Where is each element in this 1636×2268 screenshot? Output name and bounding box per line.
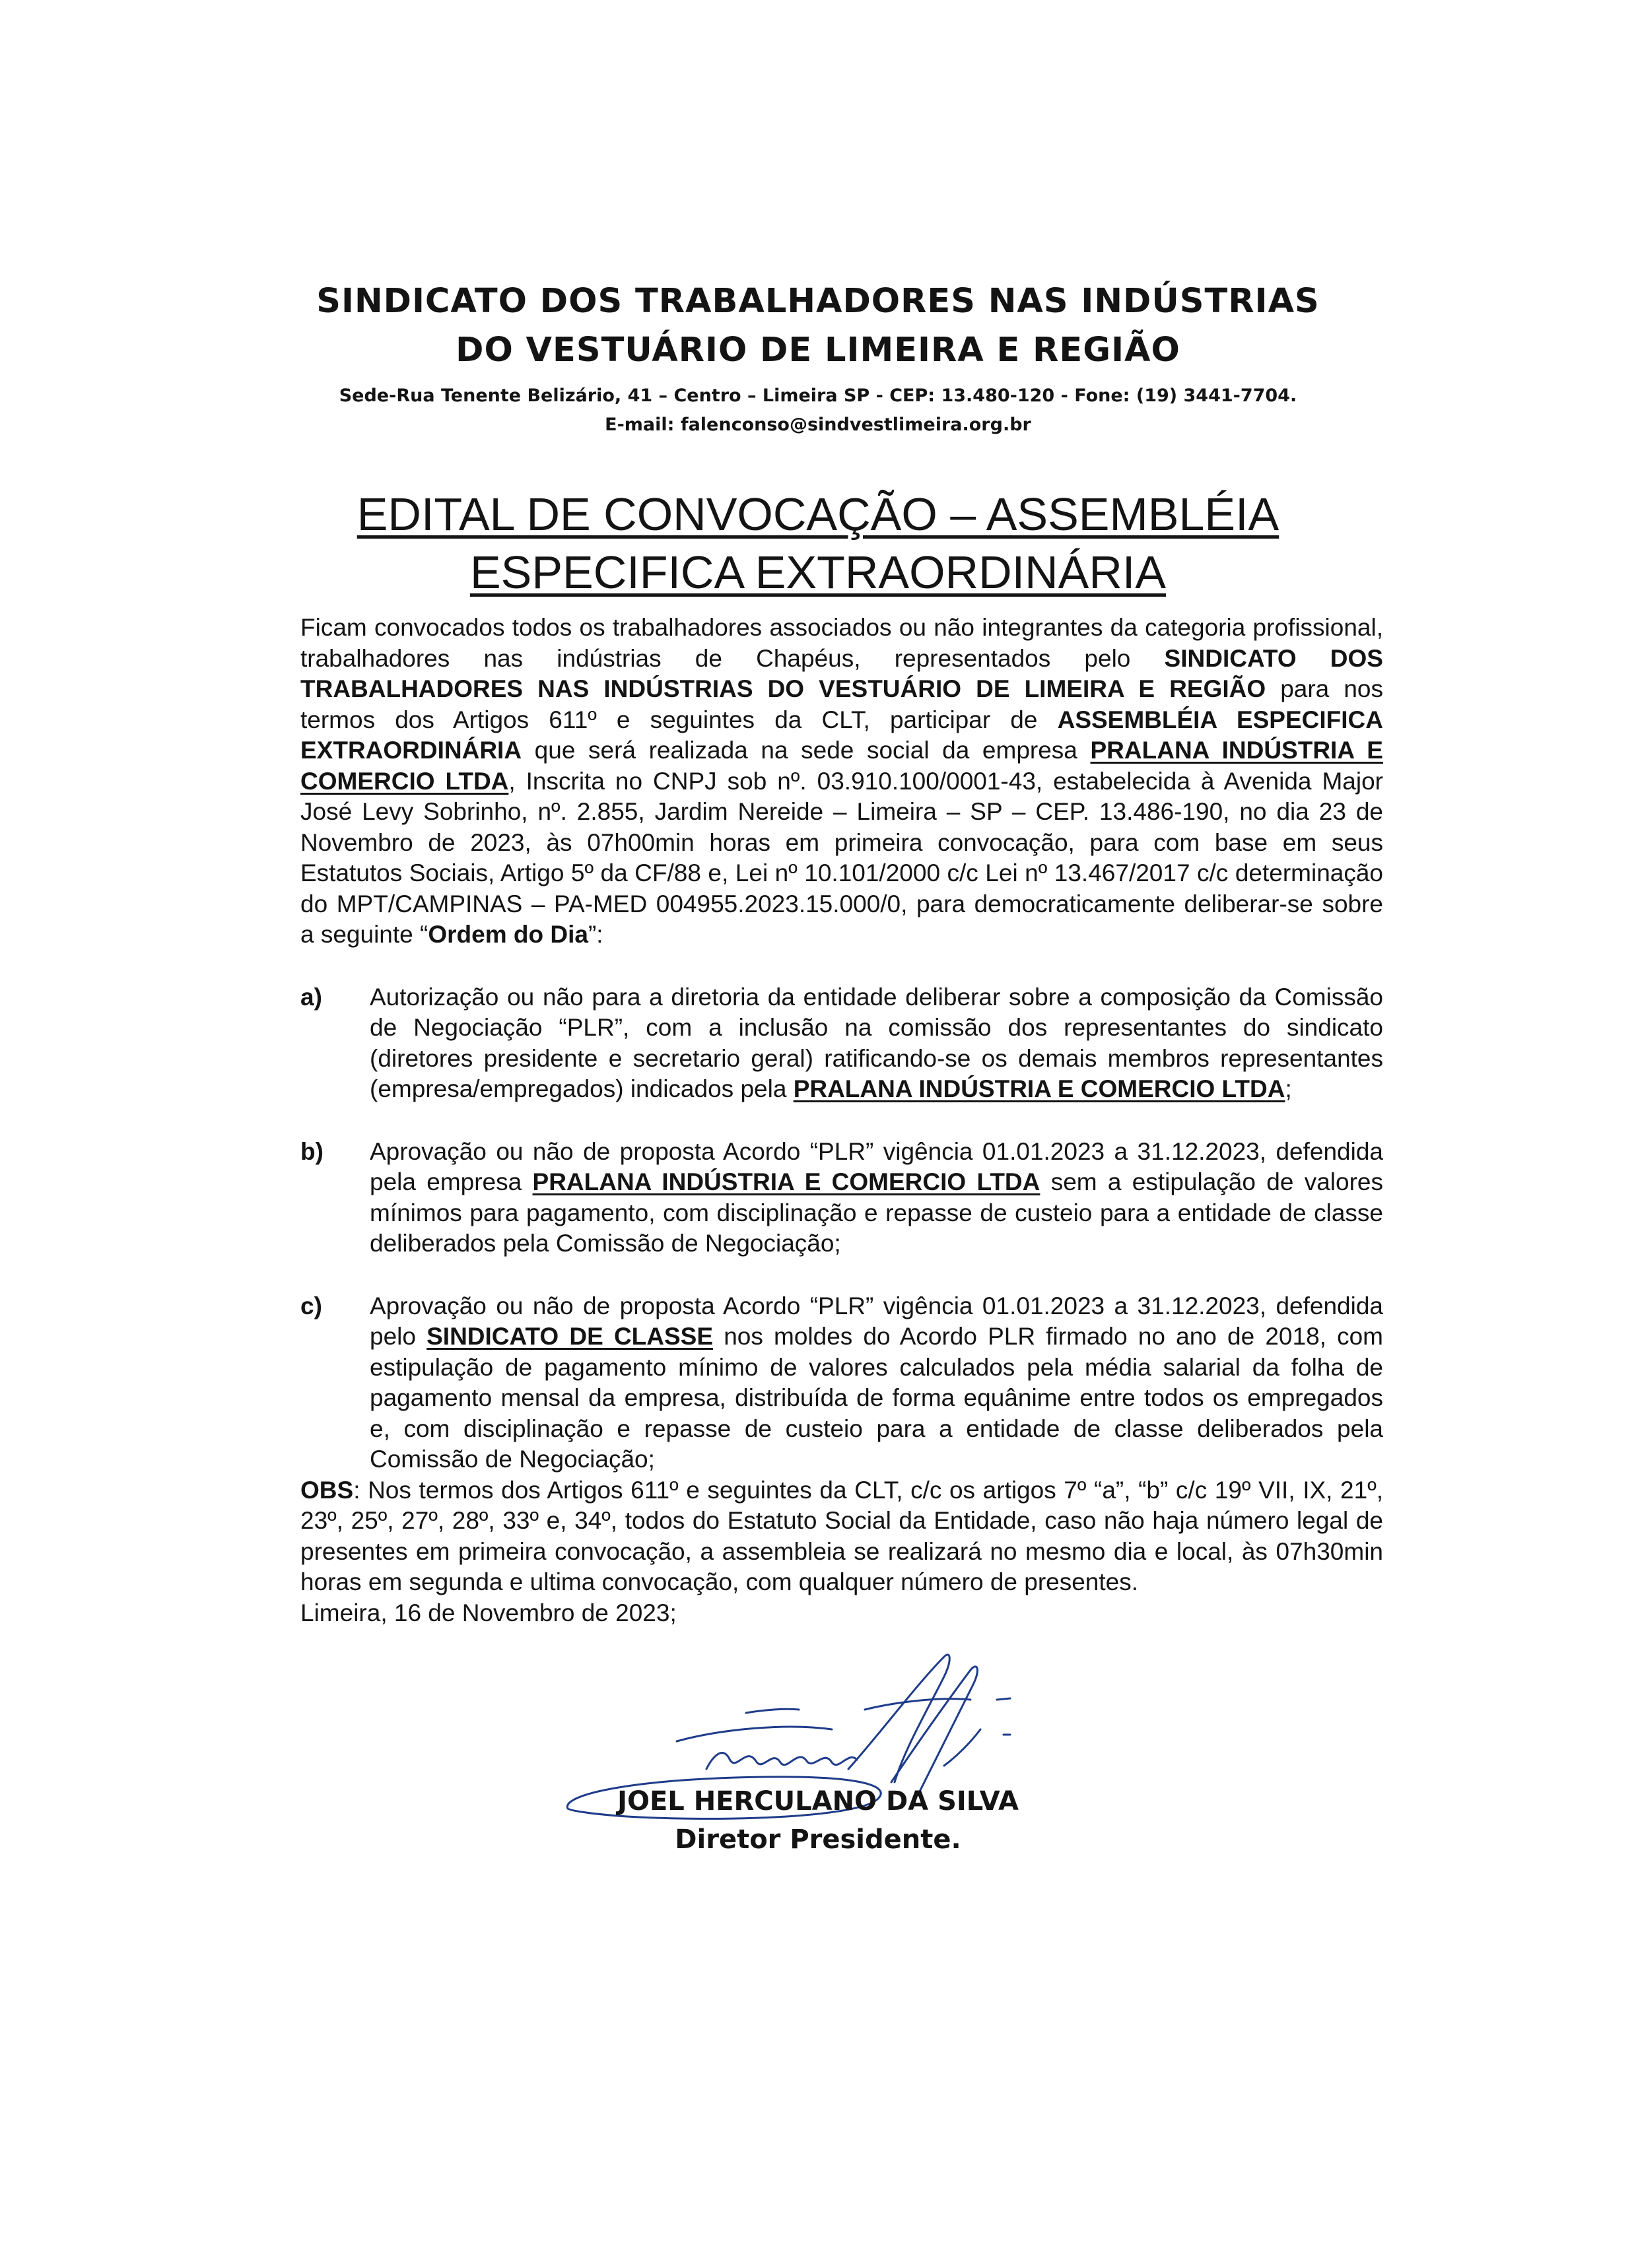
agenda-item-text: Aprovação ou não de proposta Acordo “PLR” vigência 01.01.2023 a 31.12.2023, defendida pela empresa [370,1137,1383,1195]
intro-text-3: que será realizada na sede social da empresa [522,737,1091,764]
agenda-item-label: b) [300,1137,324,1165]
place-and-date: Limeira, 16 de Novembro de 2023; [300,1599,677,1626]
agenda-item-text-end: ; [1285,1075,1292,1102]
intro-text-1: Ficam convocados todos os trabalhadores associados ou não integrantes da categoria profissional, trabalhadores nas indústrias de Chapéus, representados pelo [300,614,1383,672]
agenda-item-text: Aprovação ou não de proposta Acordo “PLR” vigência 01.01.2023 a 31.12.2023, defendida pelo [370,1292,1383,1350]
intro-assembly-type: ASSEMBLÉIA ESPECIFICA EXTRAORDINÁRIA [300,706,1383,764]
intro-text-2: para nos termos dos Artigos 611º e seguintes da CLT, participar de [300,675,1383,733]
letterhead [0,277,1636,440]
agenda-item-company: PRALANA INDÚSTRIA E COMERCIO LTDA [793,1075,1285,1102]
agenda-item-label: a) [300,983,322,1011]
agenda-item-label: c) [300,1292,322,1319]
intro-agenda-label: Ordem do Dia [428,921,588,948]
signatory-role: Diretor Presidente. [675,1824,961,1855]
observation-text: : Nos termos dos Artigos 611º e seguintes da CLT, c/c os artigos 7º “a”, “b” c/c 19º VII, IX, 21º, 23º, 25º, 27º, 28º, 33º e, 34º, todos do Estatuto Social da Entidade, caso não haja número legal de presentes em primeira convocação, a assembleia se realizará no mesmo dia e local, às 07h30min horas em segunda e ultima convocação, com qualquer número de presentes. [300,1476,1383,1595]
agenda-item-text: Autorização ou não para a diretoria da entidade deliberar sobre a composição da Comissão de Negociação “PLR”, com a inclusão na comissão dos representantes do sindicato (diretores presidente e secretario geral) ratificando-se os demais membros representantes (empresa/empregados) indicados pela [370,983,1383,1102]
agenda-item-a [300,982,1383,1105]
intro-text-5: ”: [588,921,603,948]
observation-paragraph [300,1475,1383,1598]
agenda-item-c [300,1291,1383,1475]
agenda-item-text-end: sem a estipulação de valores mínimos para pagamento, com disciplinação e repasse de custeio para a entidade de classe deliberados pela Comissão de Negociação; [370,1168,1383,1257]
document-body [300,613,1383,1628]
intro-union-name: SINDICATO DOS TRABALHADORES NAS INDÚSTRIAS DO VESTUÁRIO DE LIMEIRA E REGIÃO [300,644,1383,702]
agenda-item-company: PRALANA INDÚSTRIA E COMERCIO LTDA [532,1168,1040,1195]
organization-address: Sede-Rua Tenente Belizário, 41 – Centro – Limeira SP - CEP: 13.480-120 - Fone: (19) 3441-7704. [339,385,1297,406]
document-title [0,485,1636,601]
intro-text-4: , Inscrita no CNPJ sob nº. 03.910.100/0001-43, estabelecida à Avenida Major José Levy Sobrinho, nº. 2.855, Jardim Nereide – Limeira – SP – CEP. 13.486-190, no dia 23 de Novembro de 2023, às 07h00min horas em primeira convocação, para com base em seus Estatutos Sociais, Artigo 5º da CF/88 e, Lei nº 10.101/2000 c/c Lei nº 13.467/2017 c/c determinação do MPT/CAMPINAS – PA-MED 004955.2023.15.000/0, para democraticamente deliberar-se sobre a seguinte “ [300,767,1383,948]
title-line1: EDITAL DE CONVOCAÇÃO – ASSEMBLÉIA [357,488,1279,540]
agenda-item-text-end: nos moldes do Acordo PLR firmado no ano de 2018, com estipulação de pagamento mínimo de valores calculados pela média salarial da folha de pagamento mensal da empresa, distribuída de forma equânime entre todos os empregados e, com disciplinação e repasse de custeio para a entidade de classe deliberados pela Comissão de Negociação; [370,1323,1384,1473]
intro-company-name: PRALANA INDÚSTRIA E COMERCIO LTDA [300,737,1383,795]
agenda-item-union: SINDICATO DE CLASSE [426,1323,714,1350]
observation-label: OBS [300,1476,354,1504]
intro-paragraph [300,613,1383,951]
organization-name-line2: DO VESTUÁRIO DE LIMEIRA E REGIÃO [456,331,1180,370]
title-line2: ESPECIFICA EXTRAORDINÁRIA [469,547,1167,598]
organization-email: E-mail: falenconso@sindvestlimeira.org.br [605,415,1031,435]
agenda-item-b [300,1137,1383,1259]
signatory-name: JOEL HERCULANO DA SILVA [617,1786,1019,1817]
organization-name-line1: SINDICATO DOS TRABALHADORES NAS INDÚSTRIAS [316,282,1320,321]
